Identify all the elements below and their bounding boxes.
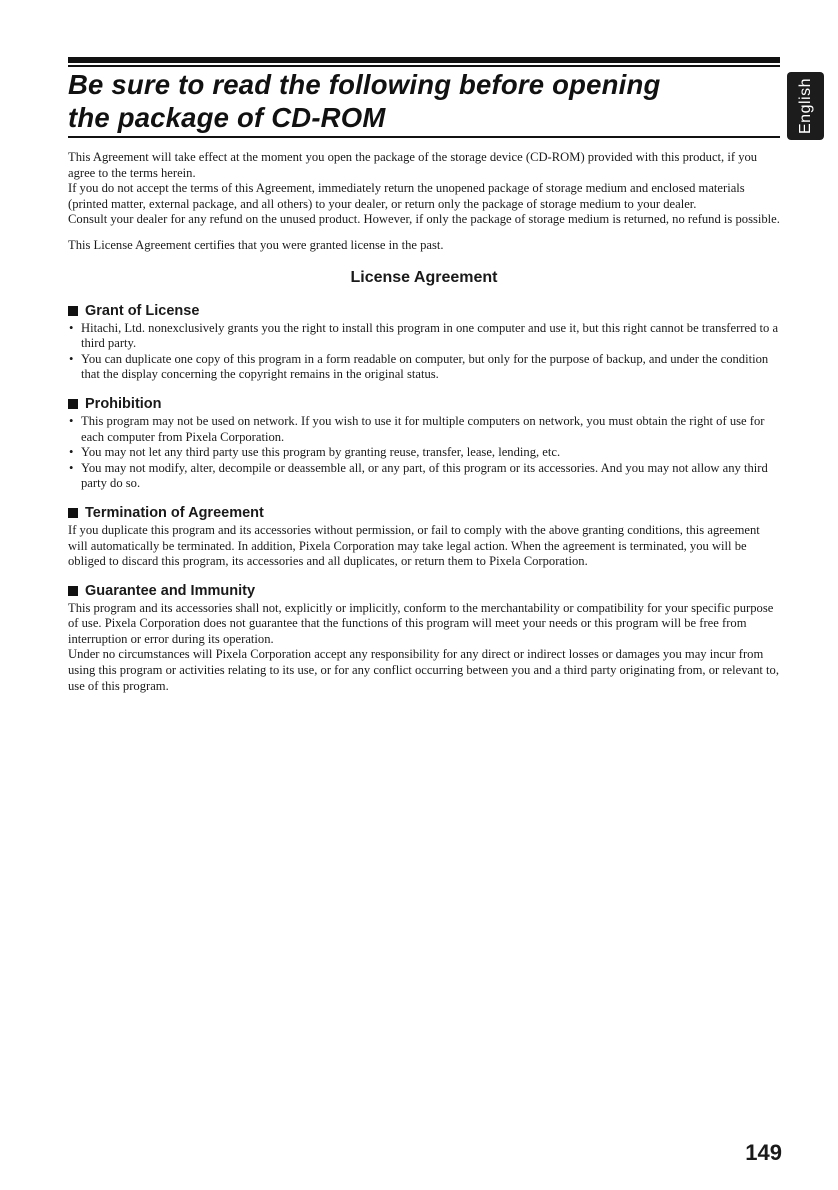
square-bullet-icon: [68, 586, 78, 596]
guarantee-paragraph-1: This program and its accessories shall not, explicitly or implicitly, conform to the merchantability or compatibility for your specific purpose of use. Pixela Corporation does not guarantee that the functions of this program will meet your needs or this program will be free from interruption or error during its operation.: [68, 600, 774, 646]
list-item: • You can duplicate one copy of this program in a form readable on computer, but only for the purpose of backup, and under the condition that the display concerning the copyright remains in the original status.: [68, 352, 780, 383]
list-item: • You may not modify, alter, decompile or deassemble all, or any part, of this program or its accessories. And you may not allow any third party do so.: [68, 461, 780, 492]
list-item: • You may not let any third party use this program by granting reuse, transfer, lease, lending, etc.: [68, 445, 780, 461]
section-grant-of-license: [68, 302, 780, 383]
termination-paragraph: If you duplicate this program and its accessories without permission, or fail to comply with the above granting conditions, this agreement will automatically be terminated. In addition, Pixela Corporation may take legal action. When the agreement is terminated, you will be obliged to discard this program, its accessories and all duplicates, or return them to Pixela Corporation.: [68, 522, 760, 569]
header-rule-thick: [68, 57, 780, 63]
list-item: • Hitachi, Ltd. nonexclusively grants you the right to install this program in one computer and use it, but this right cannot be transferred to a third party.: [68, 321, 780, 352]
intro-paragraph-1: This Agreement will take effect at the moment you open the package of the storage device (CD-ROM) provided with this product, if you agree to the terms herein.: [68, 150, 758, 180]
section-guarantee-and-immunity: [68, 582, 780, 695]
square-bullet-icon: [68, 399, 78, 409]
language-tab-label: English: [796, 78, 814, 134]
square-bullet-icon: [68, 306, 78, 316]
section-heading: Termination of Agreement: [85, 504, 264, 521]
section-heading: Guarantee and Immunity: [85, 582, 256, 599]
title-line-1: Be sure to read the following before opening: [68, 69, 661, 100]
list-item: • This program may not be used on network. If you wish to use it for multiple computers on network, you must obtain the right of use for each computer from Pixela Corporation.: [68, 414, 780, 445]
license-agreement-heading: License Agreement: [350, 268, 498, 286]
intro-paragraph-2: If you do not accept the terms of this Agreement, immediately return the unopened package of storage medium and enclosed materials (printed matter, external package, and all others) to your dealer, or return only the package of storage medium to your dealer.: [68, 181, 745, 211]
section-termination-of-agreement: [68, 504, 780, 570]
section-prohibition: [68, 395, 780, 492]
page-title: [68, 68, 768, 134]
section-heading: Prohibition: [85, 395, 162, 412]
square-bullet-icon: [68, 508, 78, 518]
title-underline: [68, 136, 780, 138]
page-number: 149: [745, 1140, 782, 1165]
header-rule-thin: [68, 65, 780, 67]
intro-paragraph-3: Consult your dealer for any refund on the unused product. However, if only the package of storage medium is returned, no refund is possible.: [68, 212, 780, 227]
guarantee-paragraph-2: Under no circumstances will Pixela Corporation accept any responsibility for any direct or indirect losses or damages you may incur from using this program or activities relating to its use, or for any conflict occurring between you and a third party originating from, or relevant to, use of this program.: [68, 647, 779, 693]
language-tab: [787, 72, 824, 140]
title-line-2: the package of CD-ROM: [68, 102, 386, 133]
section-heading: Grant of License: [85, 302, 200, 319]
document-body: [68, 150, 780, 694]
intro-paragraph-4: This License Agreement certifies that you were granted license in the past.: [68, 237, 444, 252]
